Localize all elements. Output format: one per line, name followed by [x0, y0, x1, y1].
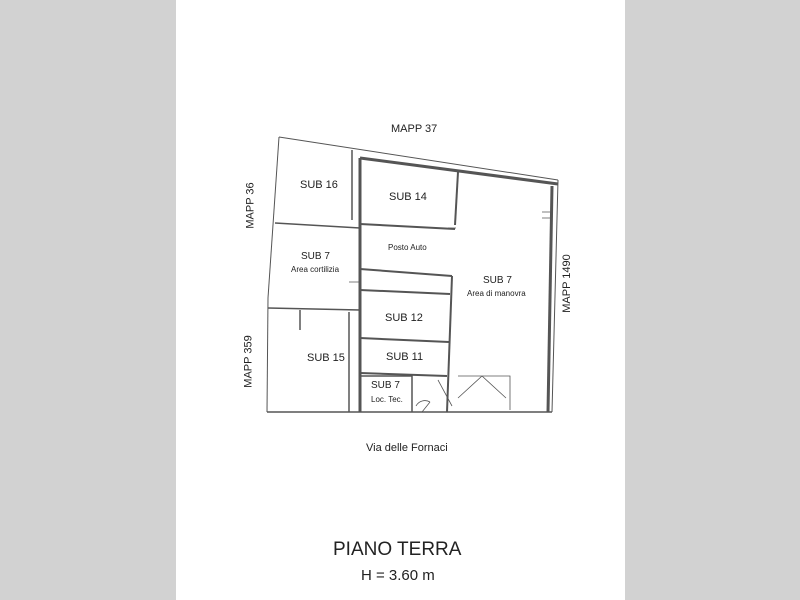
- label-area-di-manovra: Area di manovra: [467, 289, 526, 298]
- label-sub-15: SUB 15: [307, 352, 345, 364]
- label-sub-11: SUB 11: [386, 351, 424, 363]
- door-swing-2: [438, 380, 452, 406]
- label-mapp-359: MAPP 359: [242, 335, 255, 388]
- label-mapp-36: MAPP 36: [244, 182, 257, 229]
- label-sub-7-manovra: SUB 7: [483, 275, 512, 286]
- label-loc-tec: Loc. Tec.: [371, 395, 403, 404]
- floor-title: PIANO TERRA: [333, 539, 462, 560]
- wall-sub12-sub11: [360, 338, 449, 342]
- label-mapp-1490: MAPP 1490: [560, 254, 573, 313]
- boundary-north: [279, 137, 558, 180]
- wall-sub12-top: [360, 290, 450, 294]
- wall-sub14-sub7: [455, 172, 458, 225]
- wall-sub12-east: [447, 276, 452, 412]
- boundary-west-upper: [268, 137, 279, 298]
- ramp: [458, 376, 510, 410]
- label-sub-16: SUB 16: [300, 179, 338, 191]
- wall-posto-auto-bottom: [360, 269, 452, 276]
- label-sub-7-loc: SUB 7: [371, 380, 400, 391]
- label-street: Via delle Fornaci: [366, 442, 448, 454]
- door-swing-1: [416, 401, 430, 412]
- label-posto-auto: Posto Auto: [388, 243, 427, 252]
- building-wall-east: [548, 186, 552, 412]
- floor-height: H = 3.60 m: [361, 567, 435, 584]
- label-sub-7-cortile: SUB 7: [301, 251, 330, 262]
- wall-cortile-bottom: [268, 308, 360, 310]
- wall-sub16-bottom: [275, 223, 360, 228]
- label-sub-12: SUB 12: [385, 312, 423, 324]
- boundary-west-lower: [267, 298, 268, 412]
- wall-sub14-bottom: [360, 224, 455, 229]
- label-sub-14: SUB 14: [389, 191, 427, 203]
- label-area-cortilizia: Area cortilizia: [291, 265, 340, 274]
- window-marks: [349, 212, 552, 282]
- label-mapp-37: MAPP 37: [391, 123, 438, 135]
- building-wall-north: [360, 158, 558, 184]
